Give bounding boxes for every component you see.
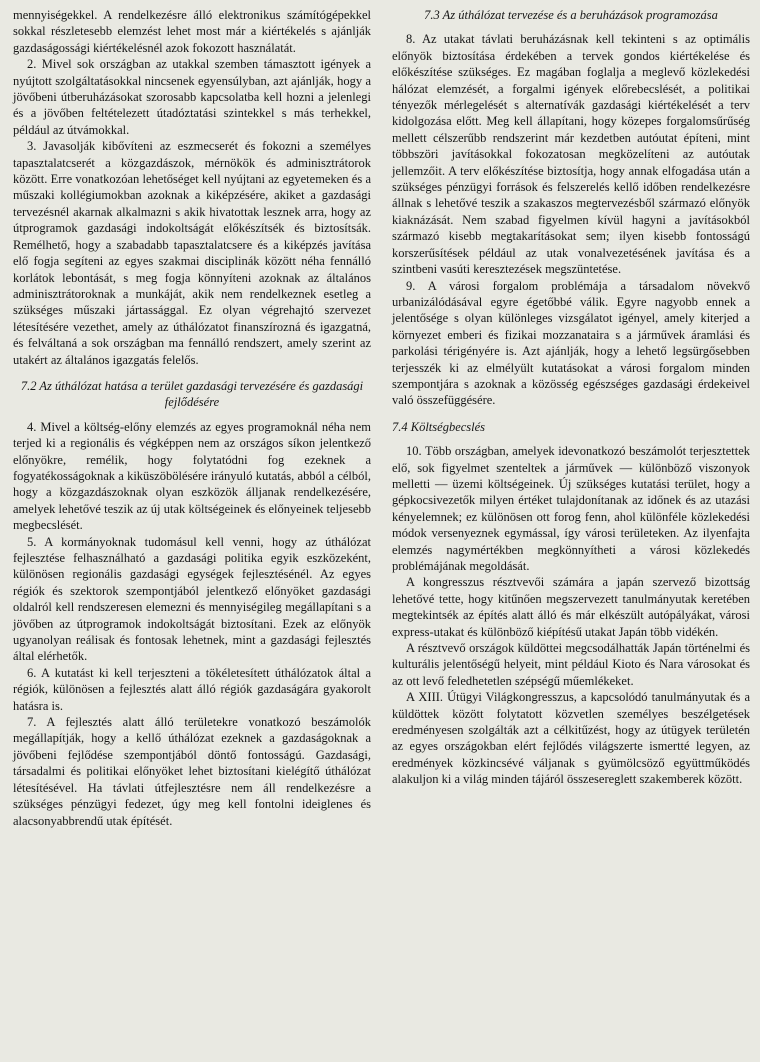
paragraph-5: 5. A kormányoknak tudomásul kell venni, hogy az úthálózat fejlesztése felhasználható a gazdasági politika egyik eszközeként, különösen regionális gazdasági egységek fejlesztésénél. Az egyes régiók és szektorok szempontjából jelentkező előnyöket gazdasági oldalról kell rendszeresen elemezni és mennyiségileg megállapítani s a jövőben az útprogramok indokoltságát biztosítani. Ezek az előnyök ugyanolyan reálisak és fontosak lehetnek, mint a gazdasági fejlesztés által elérhetők. — [13, 534, 371, 664]
section-heading-7-2: 7.2 Az úthálózat hatása a terület gazdasági tervezésére és gazdasági fejlődésére — [20, 378, 364, 410]
paragraph-9: 9. A városi forgalom problémája a társadalom növekvő urbanizálódásával egyre égetőbbé válik. Egyre nagyobb ennek a jelentősége s olyan különleges vizsgálatot igényel, amely kiterjed a környezet emberi és fizikai mozzanataira s a járművek áramlási és parkolási térigényére is. Azt ajánlják, hogy a lehető legsürgősebben terjesszék ki az elmélyült kutatásokat a városi forgalom minden szempontjára s azoknak a közösség egészséges gazdasági érdekeivel való összefüggésére. — [392, 278, 750, 408]
paragraph-7: 7. A fejlesztés alatt álló területekre vonatkozó beszámolók megállapítják, hogy a kellő úthálózat ezeknek a gazdaságoknak a jövőbeni fejlődése szempontjából döntő fontosságú. Gazdasági, társadalmi és politikai előnyöket lehet biztosítani kielégítő úthálózat létesítésével. Ha távlati útfejlesztésre nem áll rendelkezésre a szükséges pénzügyi fedezet, úgy meg kell fontolni ideiglenes és alacsonyabbrendű utak építését. — [13, 715, 371, 828]
right-column — [392, 7, 750, 1062]
left-column — [13, 7, 371, 1062]
paragraph-delegates: A résztvevő országok küldöttei megcsodálhatták Japán történelmi és kulturális jelentőségű helyeit, mint például Kioto és Nara városokat és az ott levő feledhetetlen szépségű műemlékeket. — [392, 641, 750, 688]
paragraph-continued: mennyiségekkel. A rendelkezésre álló elektronikus számítógépekkel sokkal részletesebb elemzést lehet most már a kiértékelés s ajánlják gazdaságossági kiértékelésnél azok fokozott használatát. — [13, 8, 371, 55]
section-heading-7-4: 7.4 Költségbecslés — [392, 419, 486, 434]
paragraph-congress-tours: A kongresszus résztvevői számára a japán szervező bizottság lehetővé tette, hogy kitűnően megszervezett tanulmányutak keretében megtekintsék az építés alatt álló és már elkészült autópályákat, városi express-utakat és különböző kiépítésű utakat Japán több vidékén. — [392, 575, 750, 639]
section-heading-7-3: 7.3 Az úthálózat tervezése és a beruházások programozása — [424, 8, 718, 22]
paragraph-4: 4. Mivel a költség-előny elemzés az egyes programoknál néha nem terjed ki a regionális és végképpen nem az országos síkon jelentkező előnyökre, remélik, hogy folytatódni fog ezeknek a fogyatékosságoknak a kiküszöbölésére irányuló kutatás, abból a célból, hogy a közgazdászoknak olyan eszközök álljanak rendelkezésére, amelyek lehetővé teszik az új utak költségeinek és előnyeinek teljesebb megbecslését. — [13, 419, 371, 533]
paragraph-10: 10. Több országban, amelyek idevonatkozó beszámolót terjesztettek elő, sok figyelmet szenteltek a járművek — különböző viszonyok melletti — üzemi költségeinek. Új szükséges kutatási terület, hogy a gépkocsivezetők milyen értéket tulajdonítanak az időnek és az utazási kényelemnek; ez különösen ott forog fenn, ahol különféle közlekedési módok versenyeznek egymással, így városi területeken. Az ilyenfajta elemzés nagymértékben megkönnyítheti a városi közlekedés problémájának megoldását. — [392, 444, 750, 573]
paragraph-3: 3. Javasolják kibővíteni az eszmecserét és fokozni a személyes tapasztalatcserét a közgazdászok, mérnökök és adminisztrátorok között. Erre vonatkozóan lehetőséget kell nyújtani az egyetemeken és a műszaki kollégiumokban azoknak a kiképzésére, akiket a gazdasági tervezésnél akarnak alkalmazni s akik hivatottak lesznek arra, hogy az útprogramok gazdasági indokoltságát előkészítsék és biztosítsák. Remélhető, hogy a szabadabb tapasztalatcsere és a kiképzés javítása elő fogja segíteni az egyes szakmai disciplinák között néha fennálló korlátok lebontását, s meg fogja könnyíteni azoknak az általános adminisztrátoroknak a munkáját, akik nem rendelkeznek esetleg a szükséges műszaki jártassággal. Ez olyan végrehajtó szervezet létesítésére vezethet, amely az úthálózatot finanszírozná és igazgatná, és felváltaná a sok országban ma fennálló rendszert, amely szerint az utakért az általános igazgatás felelős. — [13, 139, 371, 367]
paragraph-2: 2. Mivel sok országban az utakkal szemben támasztott igények a nyújtott szolgáltatásokkal nincsenek egyensúlyban, azt ajánlják, hogy a jövőbeni útberuházásokat szorosabb kapcsolatba kell hozni a jelenlegi és a jövőben feltételezett útadóztatási szintekkel s más terhekkel, például az útvámokkal. — [13, 57, 371, 137]
paragraph-6: 6. A kutatást ki kell terjeszteni a tökéletesített úthálózatok által a régiók, különösen a fejlesztés alatt álló régiók gazdaságára gyakorolt hatásra is. — [13, 665, 371, 713]
paragraph-closing: A XIII. Útügyi Világkongresszus, a kapcsolódó tanulmányutak és a küldöttek között folytatott közvetlen személyes beszélgetések eredményesen szolgálták azt a célkitűzést, hogy az útügyek területén az egyes országokban elért fejlődés világszerte ismertté legyen, az eredmények közkincsévé váljanak s gyümölcsöző együttműködés alakuljon ki a világ minden tájáról összesereglett szakemberek között. — [392, 690, 750, 787]
paragraph-8: 8. Az utakat távlati beruházásnak kell tekinteni s az optimális előnyök biztosítása érdekében a tervek gondos kiértékelése és előkészítése szükséges. Ez magában foglalja a meglevő közlekedési hálózat elemzését, a forgalmi igények előrebecslését, a politikai tényezők mérlegelését s alternatívák gazdasági kiértékelését a terv kidolgozása előtt. Meg kell állapítani, hogy közepes forgalomsűrűség mellett célszerűbb rendszerint már kezdetben autóutat építeni, mint többszöri javításokkal fokozatosan megközelíteni az autóutak jellemzőit. A terv előkészítése biztosítja, hogy annak elfogadása után a szükséges pénzügyi források és felszerelés kellő időben rendelkezésre állnak s lehetővé teszik a szakaszos megtervezésből származó előnyök kiaknázását. Nem szabad figyelmen kívül hagyni a javításokból származó kisebb megtakarításokat sem; ilyen kisebb fontosságú korszerűsítések például az utak vonalvezetésének javítása és a szintbeni vasúti keresztezések megszüntetése. — [392, 32, 750, 277]
